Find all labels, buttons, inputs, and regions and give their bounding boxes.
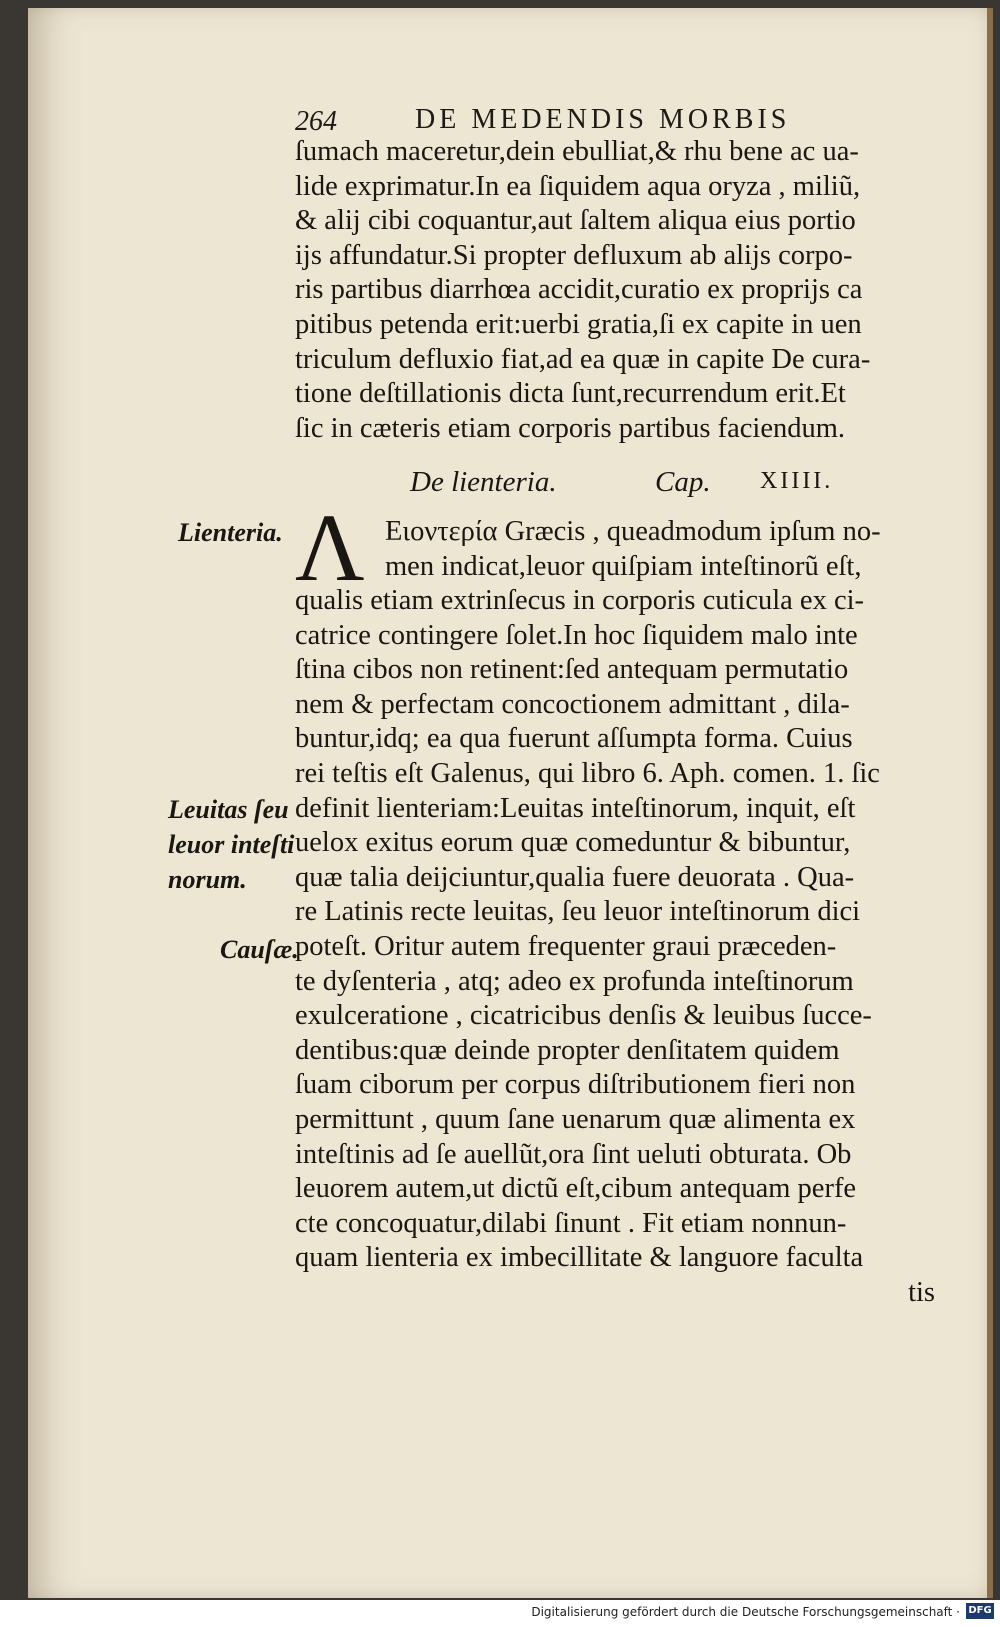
- text-line: catrice contingere ſolet.In hoc ſiquidem malo inte: [295, 619, 858, 651]
- chapter-title: De lienteria.: [410, 466, 557, 498]
- text-line: definit lienteriam:Leuitas inteſtinorum, inquit, eſt: [295, 792, 856, 824]
- text-line: re Latinis recte leuitas, ſeu leuor inteſtinorum dici: [295, 896, 861, 928]
- text-line: inteſtinis ad ſe auellũt,ora ſint ueluti obturata. Ob: [295, 1138, 852, 1170]
- text-line: & alij cibi coquantur,aut ſaltem aliqua eius portio: [295, 205, 856, 237]
- margin-note-causae: Cauſæ.: [220, 935, 299, 964]
- margin-note-leuitas-line1: Leuitas ſeu: [168, 795, 289, 824]
- text-line: permittunt , quum ſane uenarum quæ alimenta ex: [295, 1103, 856, 1135]
- text-line: te dyſenteria , atq; adeo ex profunda inteſtinorum: [295, 965, 854, 997]
- page-number: 264: [295, 106, 337, 137]
- text-line: pitibus petenda erit:uerbi gratia,ſi ex capite in uen: [295, 308, 862, 340]
- text-line: leuorem autem,ut dictũ eſt,cibum antequam perfe: [295, 1173, 857, 1205]
- text-line: qualis etiam extrinſecus in corporis cuticula ex ci-: [295, 585, 865, 616]
- text-line: dentibus:quæ deinde propter denſitatem quidem: [295, 1034, 840, 1066]
- text-block-first-lines: [385, 515, 955, 584]
- text-line: ſumach maceretur,dein ebulliat,& rhu bene ac ua-: [295, 136, 859, 167]
- text-line: cte concoquatur,dilabi ſinunt . Fit etiam nonnun-: [295, 1207, 847, 1239]
- text-line: quam lienteria ex imbecillitate & languore faculta: [295, 1242, 864, 1274]
- text-line: ſic in cæteris etiam corporis partibus faciendum.: [295, 412, 846, 444]
- drop-cap: Λ: [295, 494, 365, 601]
- text-line: buntur,idq; ea qua fuerunt aſſumpta forma. Cuius: [295, 723, 853, 755]
- dfg-logo: DFG: [966, 1603, 994, 1619]
- margin-note-leuitas-line2: leuor inteſti: [168, 830, 295, 859]
- text-line: tione deſtillationis dicta ſunt,recurrendum erit.Et: [295, 378, 846, 410]
- footer-credit: Digitalisierung gefördert durch die Deutsche Forschungsgemeinschaft ·: [531, 1605, 960, 1619]
- chapter-heading: [410, 466, 890, 506]
- text-line: lide exprimatur.In ea ſiquidem aqua oryza , miliũ,: [295, 170, 861, 202]
- text-line: ris partibus diarrhœa accidit,curatio ex proprijs ca: [295, 274, 863, 306]
- page-edge: [987, 8, 993, 1598]
- text-line: ſtina cibos non retinent:ſed antequam permutatio: [295, 654, 849, 686]
- text-line: quæ talia deijciuntur,qualia fuere deuorata . Qua-: [295, 861, 855, 893]
- text-line: ijs affundatur.Si propter defluxum ab alijs corpo-: [295, 239, 853, 271]
- text-line: exulceratione , cicatricibus denſis & leuibus ſucce-: [295, 1000, 872, 1032]
- text-line: uelox exitus eorum quæ comeduntur & bibuntur,: [295, 827, 851, 859]
- margin-note-lienteria: Lienteria.: [178, 518, 283, 547]
- chapter-number: XIIII.: [760, 468, 834, 494]
- text-block-top: [295, 135, 955, 446]
- text-line: rei teſtis eſt Galenus, qui libro 6. Aph. comen. 1. ſic: [295, 757, 880, 789]
- text-line: triculum defluxio fiat,ad ea quæ in capite De cura-: [295, 343, 871, 375]
- text-line: poteſt. Oritur autem frequenter graui præceden-: [295, 930, 837, 962]
- running-title: DE MEDENDIS MORBIS: [415, 104, 791, 135]
- chapter-cap-label: Cap.: [655, 466, 711, 498]
- text-line: Ειοντερία Græcis , queadmodum ipſum no-: [385, 516, 881, 547]
- text-block-bottom: [295, 584, 955, 1310]
- running-head: [295, 100, 945, 140]
- text-line: ſuam ciborum per corpus diſtributionem fieri non: [295, 1069, 856, 1101]
- text-line: men indicat,leuor quiſpiam inteſtinorũ eſt,: [385, 550, 862, 582]
- digitization-footer: [0, 1600, 1000, 1627]
- text-line-catchword: tis: [908, 1276, 935, 1308]
- margin-note-leuitas-line3: norum.: [168, 865, 247, 894]
- text-line: nem & perfectam concoctionem admittant , dila-: [295, 688, 850, 720]
